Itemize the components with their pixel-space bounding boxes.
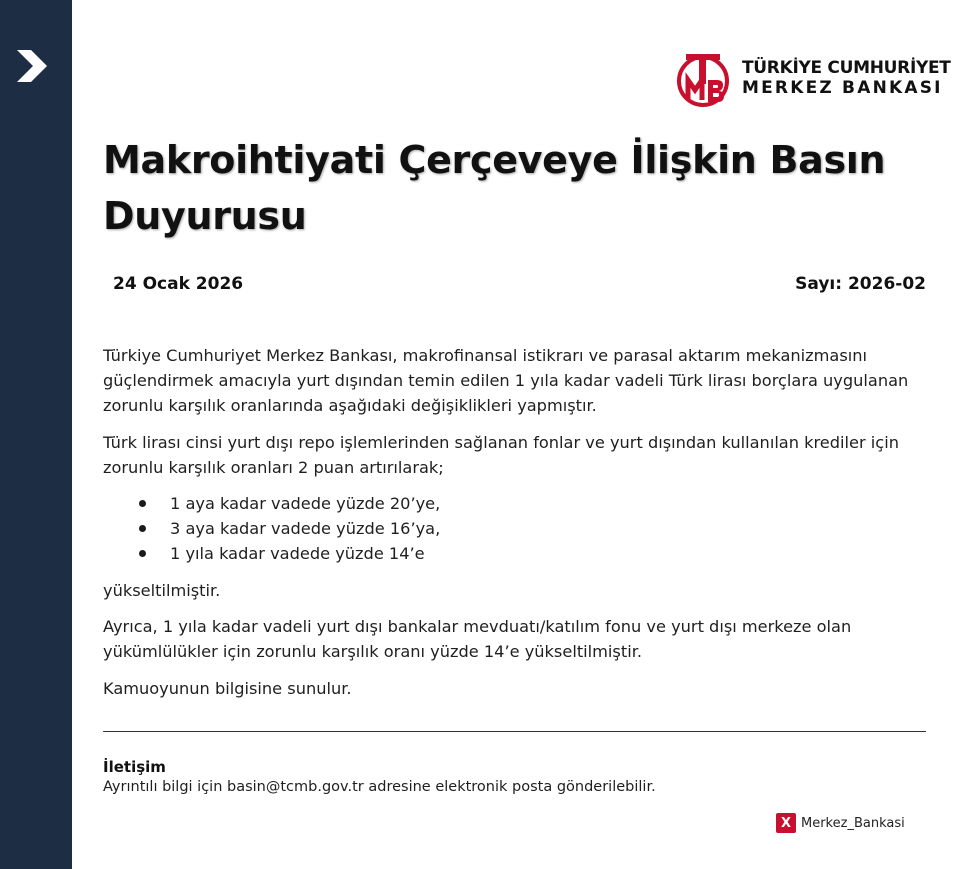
- list-item: 3 aya kadar vadede yüzde 16’ya,: [103, 516, 440, 541]
- list-item: 1 aya kadar vadede yüzde 20’ye,: [103, 491, 440, 516]
- paragraph-intro: Türkiye Cumhuriyet Merkez Bankası, makrofinansal istikrarı ve parasal aktarım mekanizmasını güçlendirmek amacıyla yurt dışından temin edilen 1 yıla kadar vadeli Türk lirası borçlara uygulanan zorunlu karşılık oranlarında aşağıdaki değişiklikleri yapmıştır.: [103, 346, 909, 415]
- release-number: Sayı: 2026-02: [795, 274, 926, 294]
- paragraph-deposits: Ayrıca, 1 yıla kadar vadeli yurt dışı bankalar mevduatı/katılım fonu ve yurt dışı merkeze olan yükümlülükler için zorunlu karşılık oranı yüzde 14’e yükseltilmiştir.: [103, 617, 852, 661]
- tcmb-logo: [674, 50, 951, 108]
- x-handle-link[interactable]: [776, 812, 905, 834]
- sidebar: [0, 0, 72, 869]
- contact-heading: İletişim: [103, 758, 166, 776]
- x-handle-text: Merkez_Bankasi: [801, 815, 905, 831]
- page-title: Makroihtiyati Çerçeveye İlişkin Basın Duyurusu: [103, 138, 886, 238]
- x-logo-icon: X: [776, 813, 796, 833]
- rate-list: [103, 491, 440, 566]
- paragraph-repo: Türk lirası cinsi yurt dışı repo işlemlerinden sağlanan fonlar ve yurt dışından kullanılan krediler için zorunlu karşılık oranları 2 puan artırılarak;: [103, 433, 899, 477]
- paragraph-closing: Kamuoyunun bilgisine sunulur.: [103, 679, 352, 698]
- chevron-right-icon[interactable]: [14, 46, 58, 86]
- list-item: 1 yıla kadar vadede yüzde 14’e: [103, 541, 440, 566]
- logo-line-1: TÜRKİYE CUMHURİYET: [742, 58, 951, 78]
- release-date: 24 Ocak 2026: [113, 274, 244, 294]
- logo-line-2: MERKEZ BANKASI: [742, 78, 943, 98]
- contact-text: Ayrıntılı bilgi için basin@tcmb.gov.tr adresine elektronik posta gönderilebilir.: [103, 779, 656, 795]
- logo-wordmark: [742, 58, 951, 98]
- paragraph-raised: yükseltilmiştir.: [103, 581, 221, 600]
- divider: [103, 731, 926, 732]
- tcmb-emblem-icon: [674, 50, 734, 108]
